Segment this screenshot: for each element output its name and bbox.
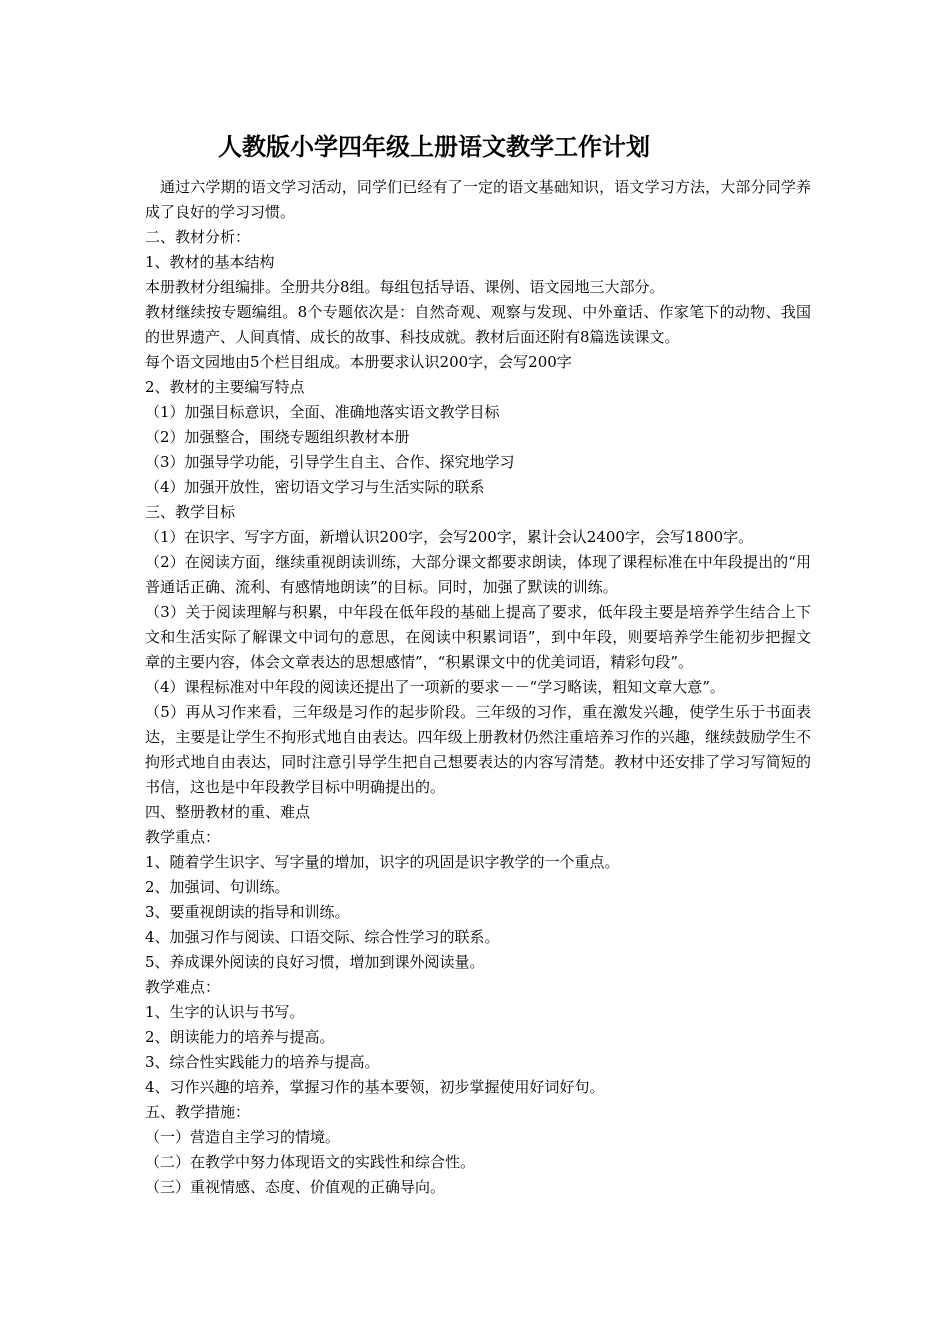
section-heading-teaching-measures: 五、教学措施： [145, 1103, 251, 1121]
list-item: （3）加强导学功能，引导学生自主、合作、探究地学习 [145, 453, 515, 471]
list-item: （二）在教学中努力体现语文的实践性和综合性。 [145, 1153, 476, 1171]
list-item: 4、加强习作与阅读、口语交际、综合性学习的联系。 [145, 928, 500, 946]
list-item: 5、养成课外阅读的良好习惯，增加到课外阅读量。 [145, 953, 485, 971]
list-item: （3）关于阅读理解与积累，中年段在低年段的基础上提高了要求，低年段主要是培养学生结合上下文和生活实际了解课文中词句的意思，在阅读中积累词语”，到中年段，则要培养学生能初步把握文章的主要内容，体会文章表达的思想感情”，“积累课文中的优美词语，精彩句段”。 [145, 603, 811, 671]
document-title: 人教版小学四年级上册语文教学工作计划 [218, 133, 650, 161]
list-item: （4）加强开放性，密切语文学习与生活实际的联系 [145, 478, 485, 496]
list-item: 2、朗读能力的培养与提高。 [145, 1028, 335, 1046]
paragraph: 教材继续按专题编组。8个专题依次是：自然奇观、观察与发现、中外童话、作家笔下的动物、我国的世界遗产、人间真情、成长的故事、科技成就。教材后面还附有8篇选读课文。 [145, 303, 811, 346]
intro-paragraph: 通过六学期的语文学习活动，同学们已经有了一定的语文基础知识，语文学习方法，大部分同学养成了良好的学习习惯。 [145, 178, 811, 221]
list-item: 3、综合性实践能力的培养与提高。 [145, 1053, 380, 1071]
subheading-difficult-points: 教学难点： [145, 978, 221, 996]
list-item: 3、要重视朗读的指导和训练。 [145, 903, 350, 921]
list-item: （2）在阅读方面，继续重视朗读训练，大部分课文都要求朗读，体现了课程标准在中年段提出的“用普通话正确、流利、有感情地朗读”的目标。同时，加强了默读的训练。 [145, 553, 811, 596]
list-item: （1）加强目标意识，全面、准确地落实语文教学目标 [145, 403, 500, 421]
subheading-compilation-features: 2、教材的主要编写特点 [145, 378, 305, 396]
list-item: （一）营造自主学习的情境。 [145, 1128, 341, 1146]
list-item: （2）加强整合，围绕专题组织教材本册 [145, 428, 410, 446]
section-heading-textbook-analysis: 二、教材分析： [145, 228, 251, 246]
subheading-key-points: 教学重点： [145, 828, 221, 846]
list-item: 4、习作兴趣的培养，掌握习作的基本要领，初步掌握使用好词好句。 [145, 1078, 605, 1096]
section-heading-teaching-goals: 三、教学目标 [145, 503, 236, 521]
paragraph: 本册教材分组编排。全册共分8组。每组包括导语、课例、语文园地三大部分。 [145, 278, 665, 296]
list-item: 2、加强词、句训练。 [145, 878, 290, 896]
list-item: （5）再从习作来看，三年级是习作的起步阶段。三年级的习作，重在激发兴趣，使学生乐于书面表达，主要是让学生不拘形式地自由表达。四年级上册教材仍然注重培养习作的兴趣，继续鼓励学生不拘形式地自由表达，同时注意引导学生把自己想要表达的内容写清楚。教材中还安排了学习写简短的书信，这也是中年段教学目标中明确提出的。 [145, 703, 811, 796]
list-item: （三）重视情感、态度、价值观的正确导向。 [145, 1178, 446, 1196]
list-item: （1）在识字、写字方面，新增认识200字，会写200字，累计会认2400字，会写1800字。 [145, 528, 754, 546]
section-heading-key-difficult-points: 四、整册教材的重、难点 [145, 803, 311, 821]
paragraph: 每个语文园地由5个栏目组成。本册要求认识200字，会写200字 [145, 353, 572, 371]
subheading-basic-structure: 1、教材的基本结构 [145, 253, 275, 271]
document-body [145, 175, 811, 1200]
list-item: （4）课程标准对中年段的阅读还提出了一项新的要求－－“学习略读，粗知文章大意”。 [145, 678, 725, 696]
list-item: 1、随着学生识字、写字量的增加，识字的巩固是识字教学的一个重点。 [145, 853, 620, 871]
list-item: 1、生字的认识与书写。 [145, 1003, 305, 1021]
